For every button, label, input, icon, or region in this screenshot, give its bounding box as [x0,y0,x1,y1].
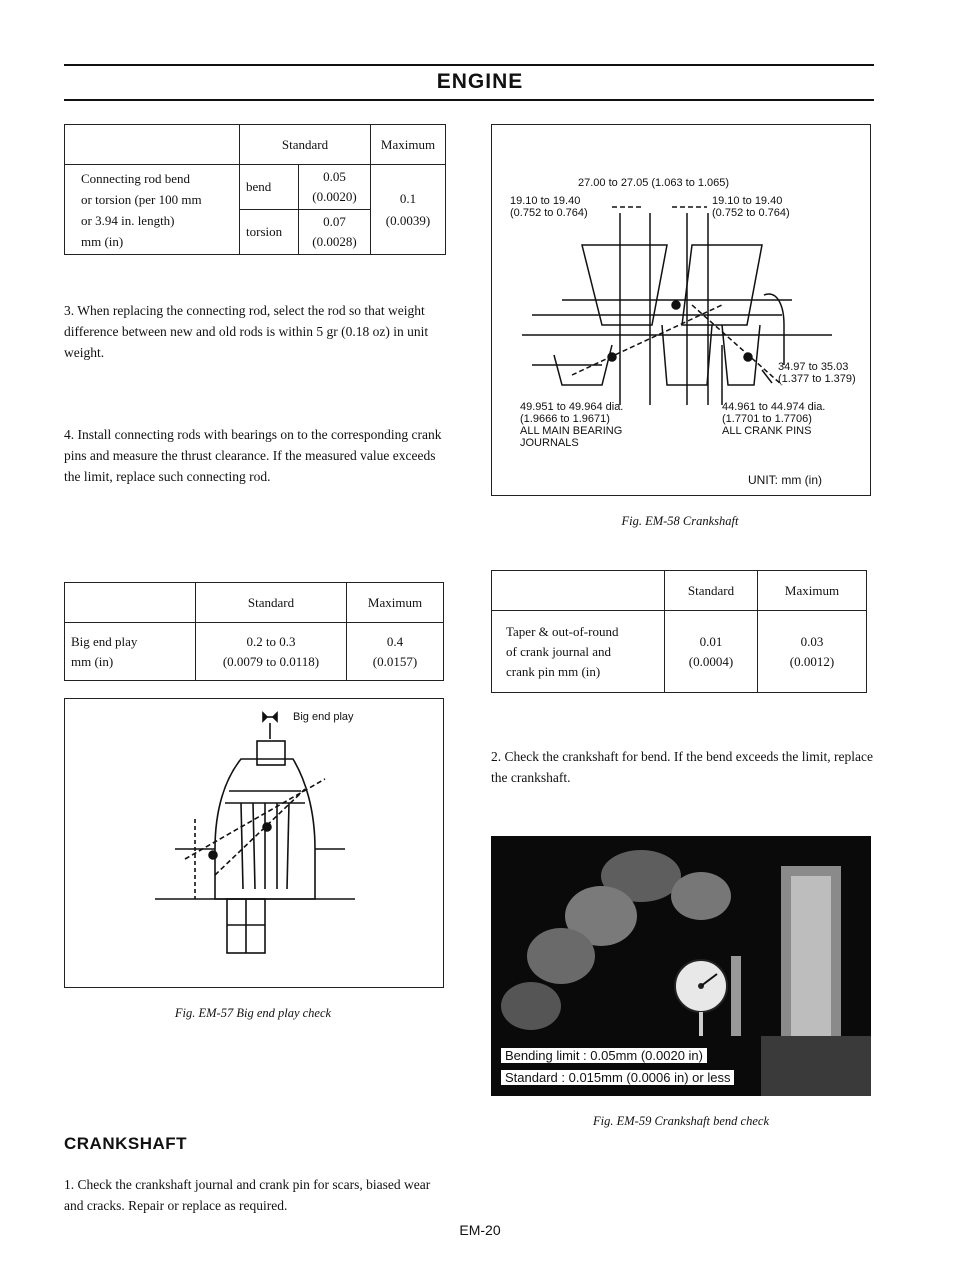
crank-pin-mm: 44.961 to 44.974 dia. [722,401,826,413]
paragraph-3: 3. When replacing the connecting rod, select the rod so that weight difference between new and old rods is within 5 gr (0.18 oz) in unit weight. [64,303,429,360]
play-label-line-2: mm (in) [71,653,114,669]
dim-right-web [712,195,790,219]
bending-limit-label: Bending limit : 0.05mm (0.0020 in) [501,1048,707,1063]
play-maximum [347,623,444,681]
main-journal-label-1: ALL MAIN BEARING [520,425,623,437]
bend-standard [299,165,371,210]
dim-side-mm: 34.97 to 35.03 [778,361,849,373]
play-standard-in: (0.0079 to 0.0118) [222,653,320,669]
rod-bend-table [64,124,446,255]
play-label-line-1: Big end play [71,633,138,649]
torsion-standard-in: (0.0028) [312,234,357,249]
figure-em-57-caption: Fig. EM-57 Big end play check [174,1006,332,1020]
rod-max-mm: 0.1 [399,190,417,206]
torsion-label: torsion [240,210,299,255]
rod-max-in: (0.0039) [385,212,431,228]
dim-left-in: (0.752 to 0.764) [510,207,588,219]
taper-label-line-2: of crank journal and [506,643,612,659]
main-journal-mm: 49.951 to 49.964 dia. [520,401,624,413]
unit-label: UNIT: mm (in) [748,473,822,487]
dim-left-mm: 19.10 to 19.40 [510,195,581,207]
page-header-title: ENGINE [436,70,524,93]
crank-pin-dimension [722,401,825,437]
dim-right-mm: 19.10 to 19.40 [712,195,783,207]
play-max-in: (0.0157) [372,653,418,669]
play-table-standard-header: Standard [196,583,347,623]
dim-pin-width: 27.00 to 27.05 (1.063 to 1.065) [578,177,730,189]
header-rule-top [64,64,874,66]
taper-standard-in: (0.0004) [688,653,734,669]
play-table-maximum-header: Maximum [347,583,444,623]
connecting-rod-drawing [65,699,443,987]
bend-label: bend [240,165,299,210]
crankshaft-paragraph-1: 1. Check the crankshaft journal and crank pin for scars, biased wear and cracks. Repair or replace as required. [64,1177,431,1213]
rod-label-line-1: Connecting rod bend [81,170,191,186]
big-end-play-table [64,582,444,681]
taper-standard [665,611,758,693]
rod-table-maximum-header: Maximum [371,125,446,165]
rod-label-line-3: or 3.94 in. length) [81,212,175,228]
figure-em-59-photo [491,836,871,1096]
dim-side [778,361,856,385]
taper-maximum [758,611,867,693]
main-journal-in: (1.9666 to 1.9671) [520,413,610,425]
bend-standard-in: (0.0020) [312,189,357,204]
paragraph-4: 4. Install connecting rods with bearings on to the corresponding crank pins and measure the thrust clearance. If the measured value exceeds the limit, replace such connecting rod. [64,427,442,484]
standard-bend-label: Standard : 0.015mm (0.0006 in) or less [501,1070,734,1085]
crankshaft-section-title: CRANKSHAFT [64,1134,188,1153]
dim-left-web [510,195,588,219]
taper-table-maximum-header: Maximum [758,571,867,611]
page-number: EM-20 [459,1222,501,1238]
crank-pin-in: (1.7701 to 1.7706) [722,413,812,425]
play-standard-mm: 0.2 to 0.3 [246,633,296,649]
play-table-label [65,623,196,681]
taper-table-standard-header: Standard [665,571,758,611]
torsion-standard-mm: 0.07 [323,214,346,229]
header-rule-bottom [64,99,874,101]
figure-em-58-caption: Fig. EM-58 Crankshaft [621,514,739,528]
taper-table [491,570,867,693]
play-standard [196,623,347,681]
bend-standard-mm: 0.05 [323,169,346,184]
taper-standard-mm: 0.01 [699,633,723,649]
taper-label-line-3: crank pin mm (in) [506,663,601,679]
taper-table-label [492,611,665,693]
taper-max-in: (0.0012) [789,653,835,669]
rod-table-maximum [371,165,446,255]
figure-em-57 [64,698,444,988]
taper-max-mm: 0.03 [800,633,824,649]
rod-table-corner [65,125,240,165]
main-journal-dimension [520,401,623,449]
dim-right-in: (0.752 to 0.764) [712,207,790,219]
play-table-corner [65,583,196,623]
main-journal-label-2: JOURNALS [520,437,579,449]
play-max-mm: 0.4 [386,633,404,649]
taper-label-line-1: Taper & out-of-round [506,623,619,639]
rod-label-line-4: mm (in) [81,233,124,249]
torsion-standard [299,210,371,255]
taper-table-corner [492,571,665,611]
rod-table-standard-header: Standard [240,125,371,165]
crank-pin-label: ALL CRANK PINS [722,425,812,437]
rod-table-label [65,165,240,255]
rod-label-line-2: or torsion (per 100 mm [81,191,202,207]
big-end-play-label: Big end play [293,711,354,723]
figure-em-58 [491,124,871,496]
figure-em-59-caption: Fig. EM-59 Crankshaft bend check [593,1114,769,1128]
crankshaft-paragraph-2: 2. Check the crankshaft for bend. If the bend exceeds the limit, replace the crankshaft. [491,749,873,785]
dim-side-in: (1.377 to 1.379) [778,373,856,385]
